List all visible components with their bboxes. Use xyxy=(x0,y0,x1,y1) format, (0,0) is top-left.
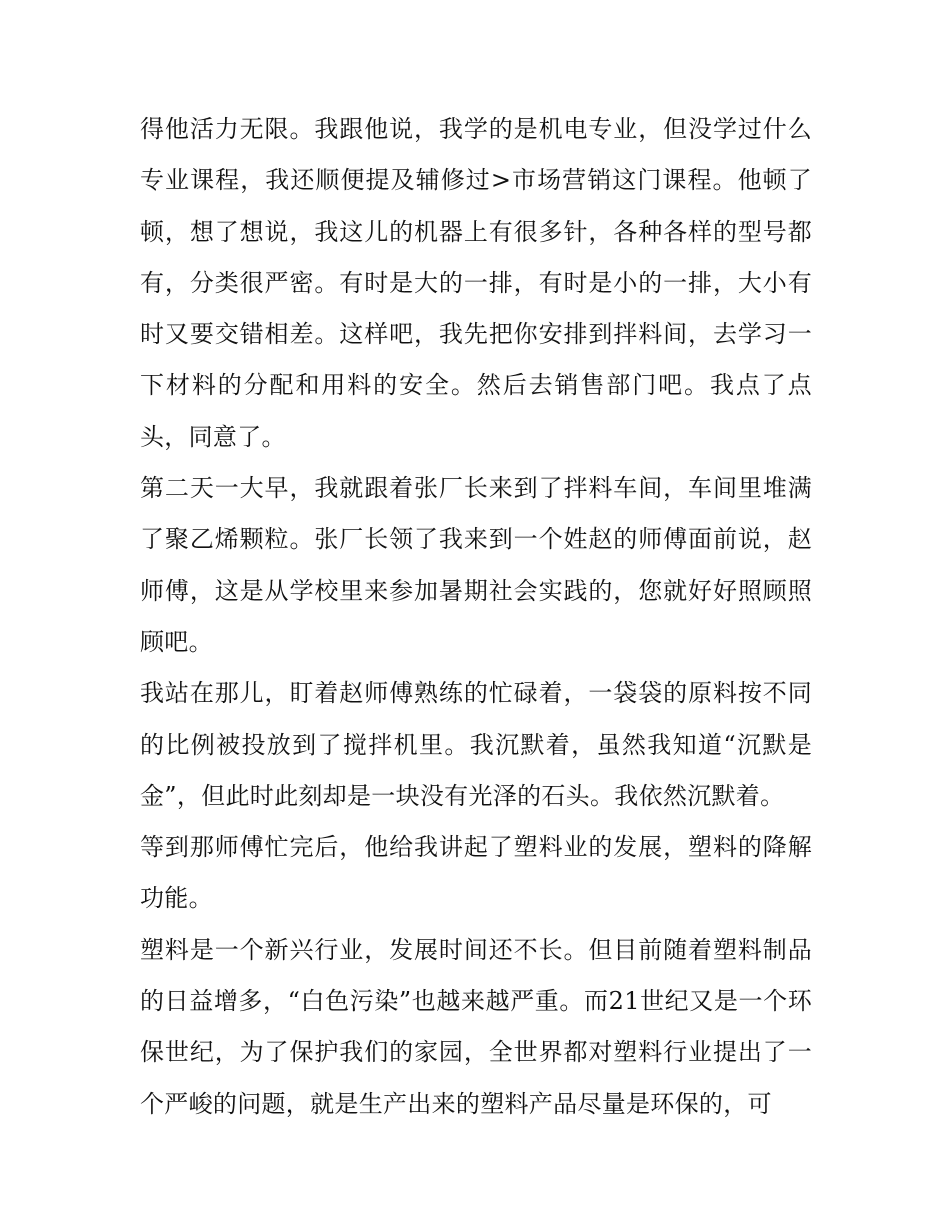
document-body xyxy=(140,104,812,1130)
paragraph-5: 塑料是一个新兴行业，发展时间还不长。但目前随着塑料制品的日益增多，“白色污染”也越来越严重。而21世纪又是一个环保世纪，为了保护我们的家园，全世界都对塑料行业提出了一个严峻的问题，就是生产出来的塑料产品尽量是环保的，可 xyxy=(140,935,812,1118)
paragraph-4: 等到那师傅忙完后，他给我讲起了塑料业的发展，塑料的降解功能。 xyxy=(140,833,812,913)
paragraph-3: 我站在那儿，盯着赵师傅熟练的忙碌着，一袋袋的原料按不同的比例被投放到了搅拌机里。我沉默着，虽然我知道“沉默是金”，但此时此刻却是一块没有光泽的石头。我依然沉默着。 xyxy=(140,679,812,810)
paragraph-1: 得他活力无限。我跟他说，我学的是机电专业，但没学过什么专业课程，我还顺便提及辅修过>市场营销这门课程。他顿了顿，想了想说，我这儿的机器上有很多针，各种各样的型号都有，分类很严密。有时是大的一排，有时是小的一排，大小有时又要交错相差。这样吧，我先把你安排到拌料间，去学习一下材料的分配和用料的安全。然后去销售部门吧。我点了点头，同意了。 xyxy=(140,115,812,451)
paragraph-2: 第二天一大早，我就跟着张厂长来到了拌料车间，车间里堆满了聚乙烯颗粒。张厂长领了我来到一个姓赵的师傅面前说，赵师傅，这是从学校里来参加暑期社会实践的，您就好好照顾照顾吧。 xyxy=(140,474,812,656)
